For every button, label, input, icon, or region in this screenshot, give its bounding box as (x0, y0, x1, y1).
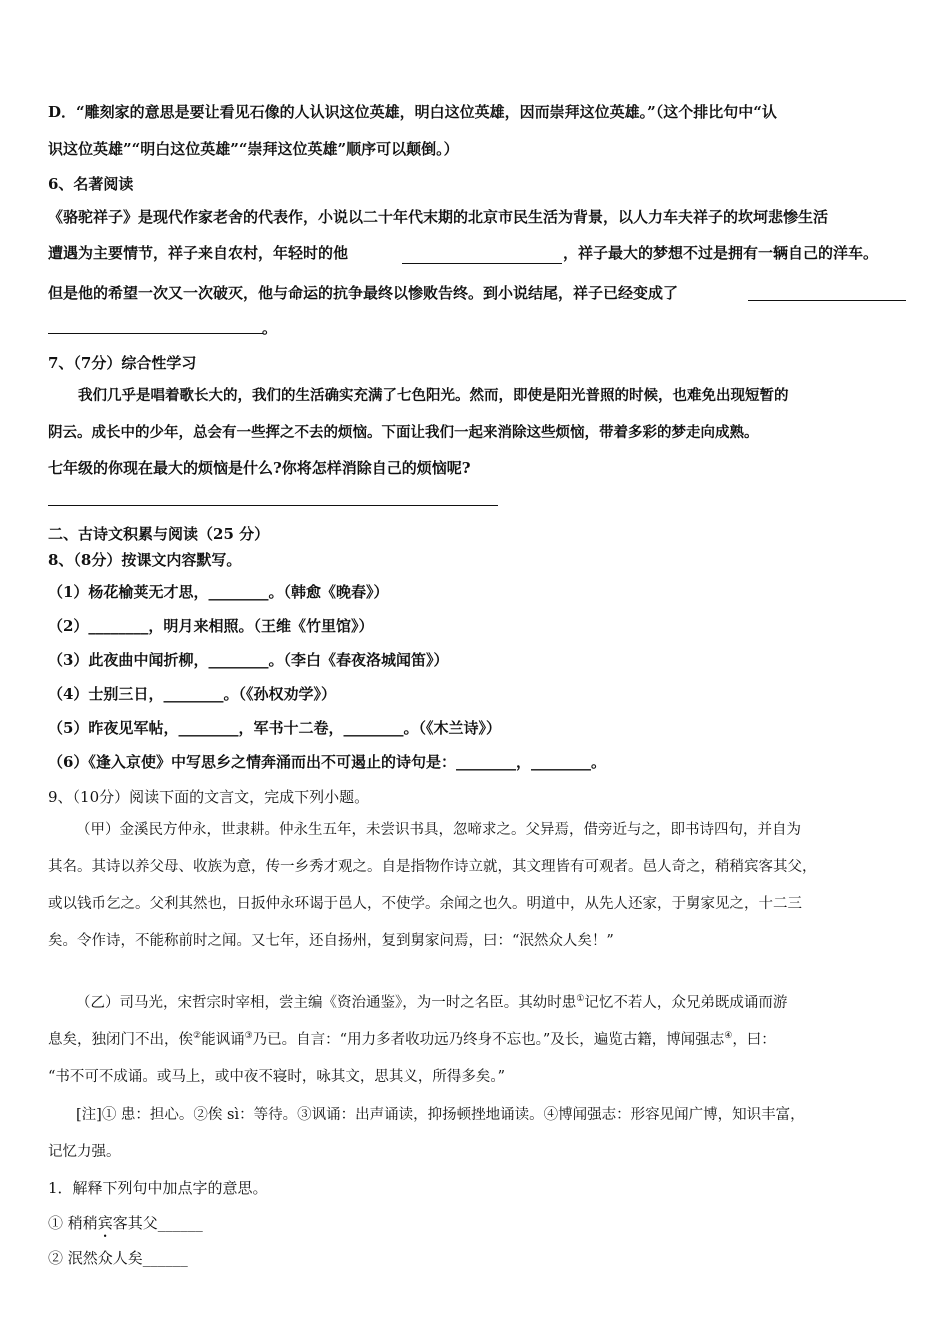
q7-heading: 7、（7分）综合性学习 (48, 354, 197, 372)
q6-text-line-2b: ，祥子最大的梦想不过是拥有一辆自己的洋车。 (563, 244, 879, 262)
passage-b-line-1-part-b: 记忆不若人，众兄弟既成诵而游 (584, 995, 788, 1011)
q7-intro-line-1: 我们几乎是唱着歌长大的，我们的生活确实充满了七色阳光。然而，即使是阳光普照的时候，也难免出现短暂的 (78, 387, 789, 404)
section-2-heading: 二、古诗文积累与阅读（25 分） (48, 525, 270, 543)
option-d-line-1: D．“雕刻家的意思是要让看见石像的人认识这位英雄，明白这位英雄，因而崇拜这位英雄。”（这个排比句中“认 (48, 103, 777, 121)
q8-item-4: （4）士别三日，________。（《孙权劝学》） (48, 685, 336, 703)
passage-b-line-2 (48, 1030, 776, 1050)
passage-b-line-2-part-d: ，曰： (732, 1032, 776, 1048)
subq1-item-1-part-a: ① 稍稍 (48, 1214, 98, 1232)
q8-item-1: （1）杨花榆荚无才思，________。（韩愈《晚春》） (48, 583, 389, 601)
q6-heading: 6、名著阅读 (48, 175, 134, 193)
q8-item-6: （6）《逢入京使》中写思乡之情奔涌而出不可遏止的诗句是：________，________。 (48, 753, 606, 771)
subq1-item-2-part-b: 然众人矣______ (82, 1249, 188, 1267)
passage-a-line-2: 其名。其诗以养父母、收族为意，传一乡秀才观之。自是指物作诗立就，其文理皆有可观者。邑人奇之，稍稍宾客其父， (48, 859, 817, 875)
dotted-char-bin: 宾 (97, 1214, 113, 1232)
footnote-mark-4: ④ (724, 1031, 733, 1042)
passage-a-line-3: 或以钱币乞之。父利其然也，日扳仲永环谒于邑人，不使学。余闻之也久。明道中，从先人还家，于舅家见之，十二三 (48, 896, 802, 912)
footnote-mark-3: ③ (244, 1031, 253, 1042)
passage-b-line-2-part-a: 息矣，独闭门不出，俟 (48, 1032, 193, 1048)
subq1-item-1 (48, 1213, 203, 1241)
q6-answer-blank-1[interactable] (402, 263, 562, 264)
q6-text-line-1: 《骆驼祥子》是现代作家老舍的代表作，小说以二十年代末期的北京市民生活为背景，以人力车夫祥子的坎坷悲惨生活 (48, 208, 829, 226)
q8-item-5: （5）昨夜见军帖，________，军书十二卷，________。（《木兰诗》） (48, 719, 501, 737)
q6-period: 。 (262, 319, 278, 337)
q8-heading: 8、（8分）按课文内容默写。 (48, 551, 242, 569)
passage-b-line-3: “书不可不成诵。或马上，或中夜不寝时，咏其文，思其义，所得多矣。” (48, 1069, 506, 1085)
footnote-mark-1: ① (576, 994, 585, 1005)
passage-a-line-1: （甲）金溪民方仲永，世隶耕。仲永生五年，未尝识书具，忽啼求之。父异焉，借旁近与之，即书诗四句，并自为 (76, 822, 801, 838)
q9-heading: 9、（10分）阅读下面的文言文，完成下列小题。 (48, 788, 370, 806)
q6-text-line-2a: 遭遇为主要情节，祥子来自农村，年轻时的他 (48, 244, 349, 262)
option-d-line-2: 识这位英雄”“明白这位英雄”“崇拜这位英雄”顺序可以颠倒。） (48, 140, 459, 158)
q7-question: 七年级的你现在最大的烦恼是什么?你将怎样消除自己的烦恼呢? (48, 459, 471, 477)
subq1-item-1-part-b: 客其父______ (112, 1214, 203, 1232)
subq1-item-2 (48, 1248, 188, 1268)
passage-a-line-4: 矣。令作诗，不能称前时之闻。又七年，还自扬州，复到舅家问焉，曰：“泯然众人矣！” (48, 933, 614, 949)
passage-b-line-2-part-c: 乃已。自言：“用力多者收功远乃终身不忘也。”及长，遍览古籍，博闻强志 (252, 1032, 725, 1048)
q7-answer-blank[interactable] (48, 505, 498, 506)
footnote-mark-2: ② (193, 1031, 202, 1042)
passage-b-line-1-part-a: （乙）司马光，宋哲宗时宰相，尝主编《资治通鉴》，为一时之名臣。其幼时患 (76, 995, 577, 1011)
subq1-heading: 1．解释下列句中加点字的意思。 (48, 1179, 268, 1197)
q8-item-3: （3）此夜曲中闻折柳，________。（李白《春夜洛城闻笛》） (48, 651, 449, 669)
subq1-item-2-part-a: ② 泯 (48, 1249, 83, 1267)
passage-b-line-1 (76, 993, 787, 1013)
notes-line-1: [注]① 患：担心。②俟 sì：等待。③讽诵：出声诵读，抑扬顿挫地诵读。④博闻强志：形容见闻广博，知识丰富， (76, 1107, 805, 1123)
q6-answer-blank-2b[interactable] (48, 333, 263, 334)
notes-line-2: 记忆力强。 (48, 1144, 121, 1160)
passage-b-line-2-part-b: 能讽诵 (201, 1032, 245, 1048)
q6-answer-blank-2a[interactable] (748, 300, 906, 301)
q8-item-2: （2）________，明月来相照。（王维《竹里馆》） (48, 617, 374, 635)
q6-text-line-3: 但是他的希望一次又一次破灭，他与命运的抗争最终以惨败告终。到小说结尾，祥子已经变成了 (48, 284, 679, 302)
q7-intro-line-2: 阴云。成长中的少年，总会有一些挥之不去的烦恼。下面让我们一起来消除这些烦恼，带着多彩的梦走向成熟。 (48, 424, 759, 441)
